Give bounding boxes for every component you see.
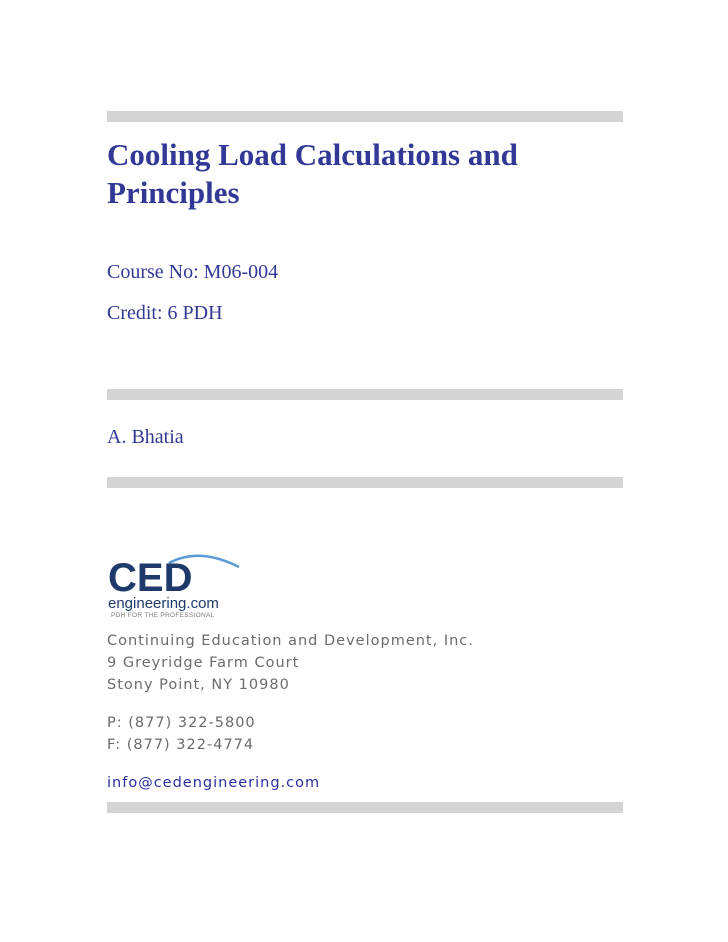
phone-number: P: (877) 322-5800 bbox=[107, 715, 256, 731]
logo-subtext: engineering bbox=[108, 595, 187, 612]
bottom-divider bbox=[107, 802, 623, 813]
address-line-1: 9 Greyridge Farm Court bbox=[107, 655, 300, 671]
logo-wordmark: CED bbox=[108, 556, 193, 600]
middle-divider bbox=[107, 389, 623, 400]
fax-number: F: (877) 322-4774 bbox=[107, 737, 255, 753]
author-name: A. Bhatia bbox=[107, 426, 184, 448]
course-number: Course No: M06-004 bbox=[107, 261, 279, 283]
publisher-name: Continuing Education and Development, Inc. bbox=[107, 633, 474, 649]
ced-engineering-logo bbox=[107, 553, 247, 619]
logo-tagline: PDH FOR THE PROFESSIONAL bbox=[111, 612, 215, 619]
address-line-2: Stony Point, NY 10980 bbox=[107, 677, 290, 693]
credit-hours: Credit: 6 PDH bbox=[107, 302, 223, 324]
logo-dotcom: .com bbox=[186, 595, 219, 612]
document-title: Cooling Load Calculations and Principles bbox=[107, 137, 518, 210]
top-divider bbox=[107, 111, 623, 122]
email-link[interactable]: info@cedengineering.com bbox=[107, 775, 321, 791]
svg-text:engineering.com bbox=[108, 595, 219, 612]
lower-divider bbox=[107, 477, 623, 488]
